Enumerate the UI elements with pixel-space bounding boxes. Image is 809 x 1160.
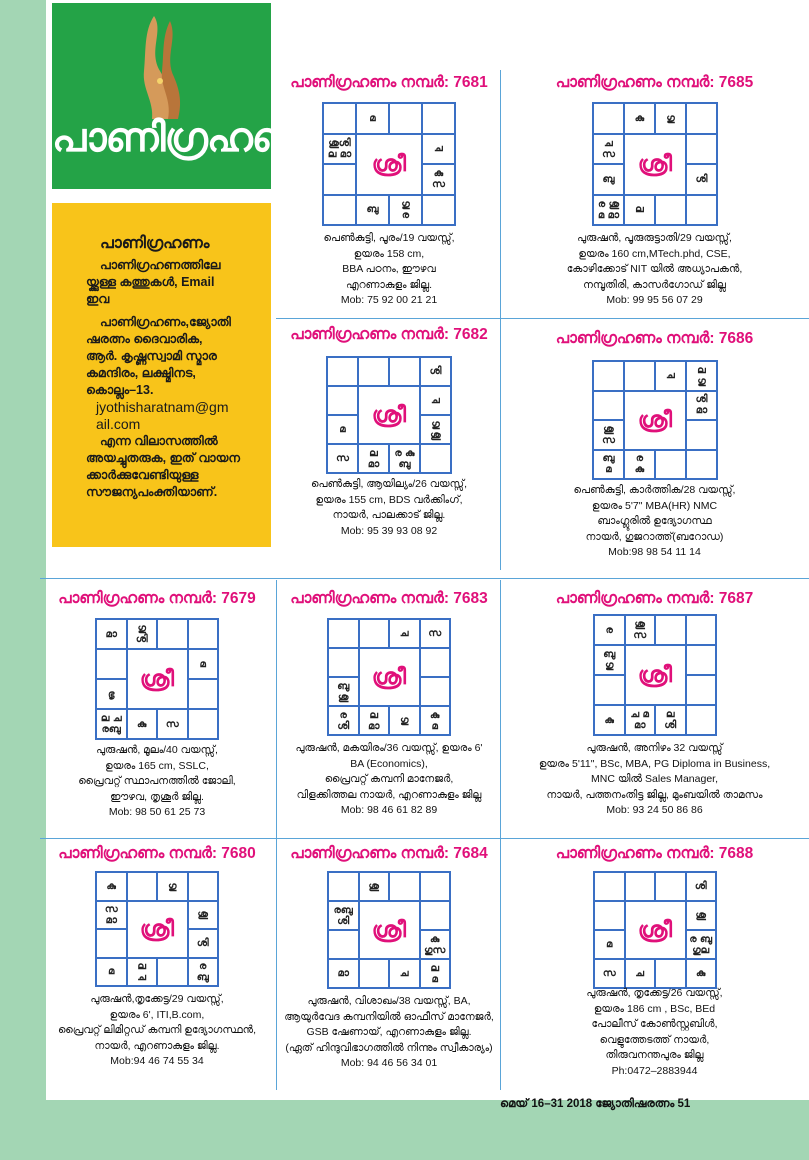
- profile-detail-line: നായർ, പത്തനംതിട്ട ജില്ല, മുംബയിൽ താമസം: [546, 788, 763, 801]
- chart-cell: [655, 450, 686, 480]
- profile-detail-line: പുരുഷൻ, മകയിരം/36 വയസ്സ്, ഉയരം 6': [295, 742, 483, 754]
- info-line: അയച്ചുതരുക, ഇത് വായന: [86, 451, 241, 465]
- chart-cell: [96, 649, 127, 679]
- page-title: പാണിഗ്രഹണം: [52, 115, 321, 161]
- chart-cell: മ: [96, 958, 127, 987]
- profile-detail-line: ഉയരം 5'11", BSc, MBA, PG Diploma in Business,: [538, 757, 771, 770]
- chart-cell: ര കു ബു: [389, 444, 420, 473]
- chart-cell: കു സ: [422, 164, 455, 195]
- chart-cell: [420, 444, 451, 473]
- info-line: കൊല്ലം–13.: [86, 383, 154, 397]
- chart-cell: ഗു ശി: [127, 619, 158, 649]
- chart-center-label: ശ്രീ: [625, 645, 686, 705]
- profile-detail-line: കോഴിക്കോട് NIT യിൽ അധ്യാപകൻ,: [566, 263, 743, 275]
- chart-cell: ശി: [686, 872, 717, 901]
- chart-cell: കു ഗുസ: [420, 930, 451, 959]
- profile-detail-line: പുരുഷൻ, വിശാഖം/38 വയസ്സ്, BA,: [307, 995, 471, 1007]
- horoscope-chart: [327, 618, 451, 736]
- profile-details: [278, 994, 500, 1072]
- chart-cell: [686, 675, 717, 705]
- chart-cell: [686, 705, 717, 735]
- info-line: ക്കാർക്കുവേണ്ടിയുള്ള: [86, 468, 199, 482]
- chart-cell: [422, 103, 455, 134]
- chart-cell: [359, 619, 390, 648]
- profile-contact: Mob: 93 24 50 86 86: [606, 804, 703, 816]
- chart-cell: ശി: [686, 164, 717, 195]
- chart-center-label: ശ്രീ: [624, 391, 686, 450]
- chart-center-label: ശ്രീ: [358, 386, 420, 444]
- chart-center-label: ശ്രീ: [356, 134, 422, 195]
- profile-detail-line: MNC യിൽ Sales Manager,: [591, 773, 718, 785]
- chart-cell: [594, 901, 625, 930]
- profile-detail-line: പുരുഷൻ, അനിഴം 32 വയസ്സ്: [586, 742, 723, 754]
- profile-card: [40, 590, 274, 840]
- profile-detail-line: ഉയരം 165 cm, SSLC,: [105, 759, 209, 772]
- profile-detail-line: വിളക്കിത്തല നായർ, എറണാകുളം ജില്ല: [296, 788, 482, 801]
- profile-number: പാണിഗ്രഹണം നമ്പർ: 7681: [290, 74, 488, 91]
- chart-cell: ല: [624, 195, 655, 226]
- info-line: സൗജന്യപംക്തിയാണ്.: [86, 485, 218, 499]
- profile-detail-line: ഉയരം 158 cm,: [353, 247, 425, 260]
- chart-cell: ച: [655, 361, 686, 391]
- profile-detail-line: നമ്പൂതിരി, കാസർഗോഡ് ജില്ല: [583, 278, 726, 291]
- chart-cell: ഗു ശു: [420, 415, 451, 444]
- chart-cell: ഗു ര: [389, 195, 422, 226]
- chart-cell: [359, 959, 390, 988]
- horoscope-chart: [593, 614, 717, 736]
- profile-detail-line: പോലീസ് കോൺസ്റ്റബിൾ,: [591, 1018, 718, 1030]
- chart-cell: ല മ: [420, 959, 451, 988]
- chart-cell: [420, 677, 451, 706]
- profile-detail-line: വെളുത്തേടത്ത് നായർ,: [599, 1033, 710, 1046]
- chart-cell: ശു സ: [593, 420, 624, 450]
- horoscope-chart: [322, 102, 456, 226]
- chart-cell: ല ശി: [655, 705, 686, 735]
- profile-detail-line: നായർ, എറണാകുളം ജില്ല.: [94, 1039, 220, 1052]
- chart-cell: [420, 648, 451, 677]
- info-line: ആർ. കൃഷ്ണസ്വാമി സ്മാര: [86, 349, 217, 363]
- chart-cell: [127, 872, 158, 901]
- horoscope-chart: [326, 356, 452, 474]
- divider: [276, 580, 277, 1090]
- profile-number: പാണിഗ്രഹണം നമ്പർ: 7684: [290, 845, 488, 862]
- profile-detail-line: പുരുഷൻ, പൂരുരുട്ടാതി/29 വയസ്സ്,: [577, 232, 732, 244]
- chart-center-label: ശ്രീ: [359, 648, 420, 706]
- chart-cell: സ: [157, 709, 188, 739]
- profile-number: പാണിഗ്രഹണം നമ്പർ: 7680: [58, 845, 256, 862]
- chart-cell: [655, 195, 686, 226]
- profile-contact: Mob: 95 39 93 08 92: [340, 524, 438, 537]
- profile-detail-line: BA (Economics),: [350, 757, 428, 770]
- profile-number: പാണിഗ്രഹണം നമ്പർ: 7682: [290, 326, 488, 343]
- chart-cell: ച സ: [593, 134, 624, 165]
- chart-cell: മ: [188, 649, 219, 679]
- profile-number: പാണിഗ്രഹണം നമ്പർ: 7685: [555, 74, 754, 91]
- chart-cell: [188, 872, 219, 901]
- chart-cell: ശി: [420, 357, 451, 386]
- info-line: ഇവ: [86, 292, 110, 306]
- profile-detail-line: നായർ, പാലക്കാട് ജില്ല.: [332, 509, 446, 521]
- chart-cell: ര ബു ഗുല: [686, 930, 717, 959]
- chart-cell: [420, 872, 451, 901]
- profile-details: [40, 743, 274, 821]
- chart-cell: ച: [389, 959, 420, 988]
- profile-number: പാണിഗ്രഹണം നമ്പർ: 7683: [290, 590, 488, 607]
- chart-cell: ര ശി: [328, 706, 359, 735]
- profile-detail-line: തിരുവനന്തപുരം ജില്ല: [605, 1049, 704, 1061]
- chart-cell: ശു സ: [625, 615, 656, 645]
- chart-cell: ല മാ: [358, 444, 389, 473]
- divider: [500, 70, 501, 570]
- header-banner: [52, 3, 321, 189]
- profile-details: [502, 231, 807, 309]
- chart-cell: [655, 615, 686, 645]
- profile-detail-line: പെൺകുട്ടി, ആയില്യം/26 വയസ്സ്,: [311, 478, 467, 490]
- profile-card: [502, 330, 807, 580]
- profile-detail-line: പെൺകുട്ടി, കാർത്തിക/28 വയസ്സ്,: [573, 484, 736, 496]
- chart-cell: [686, 134, 717, 165]
- chart-cell: ച: [422, 134, 455, 165]
- chart-cell: [655, 872, 686, 901]
- profile-detail-line: പ്രൈവറ്റ് കമ്പനി മാനേജർ,: [324, 773, 454, 785]
- profile-detail-line: എറണാകുളം ജില്ല.: [345, 278, 433, 291]
- chart-cell: ല ച: [127, 958, 158, 987]
- profile-contact: Ph:0472–2883944: [611, 1064, 698, 1077]
- chart-cell: കു: [594, 705, 625, 735]
- horoscope-chart: [592, 360, 718, 480]
- info-line: ഷരത്നം ദൈവാരിക,: [86, 332, 203, 346]
- chart-cell: [686, 103, 717, 134]
- chart-cell: [327, 386, 358, 415]
- info-line: യ്ക്കുള്ള കത്തുകൾ, Email: [86, 275, 215, 289]
- chart-cell: സ: [327, 444, 358, 473]
- chart-cell: [188, 709, 219, 739]
- info-line: കമന്ദിരം, ലക്ഷ്മിനട,: [86, 366, 196, 380]
- profile-details: [278, 477, 500, 539]
- profile-number: പാണിഗ്രഹണം നമ്പർ: 7679: [58, 590, 256, 607]
- profile-detail-line: ആയുർവേദ കമ്പനിയിൽ ഓഫീസ് മാനേജർ,: [284, 1010, 494, 1023]
- chart-cell: [686, 645, 717, 675]
- chart-cell: [624, 361, 655, 391]
- profile-details: [40, 992, 274, 1070]
- chart-cell: ച: [420, 386, 451, 415]
- profile-detail-line: (ഏത് ഹിന്ദുവിഭാഗത്തിൽ നിന്നും സ്വീകാര്യം): [285, 1041, 493, 1054]
- chart-cell: [358, 357, 389, 386]
- chart-cell: [593, 361, 624, 391]
- chart-cell: [328, 648, 359, 677]
- profile-detail-line: BBA പഠനം, ഈഴവ: [342, 263, 436, 275]
- chart-cell: മ: [327, 415, 358, 444]
- chart-cell: [655, 959, 686, 988]
- chart-cell: [420, 901, 451, 930]
- chart-cell: ച: [389, 619, 420, 648]
- horoscope-chart: [593, 871, 717, 989]
- chart-cell: [328, 930, 359, 959]
- chart-cell: ഗു: [655, 103, 686, 134]
- profile-contact: Mob: 98 50 61 25 73: [108, 806, 206, 818]
- horoscope-chart: [95, 618, 219, 740]
- profile-number: പാണിഗ്രഹണം നമ്പർ: 7686: [555, 330, 754, 347]
- chart-cell: സ: [594, 959, 625, 988]
- info-title: പാണിഗ്രഹണം: [100, 235, 210, 252]
- chart-cell: ഗു: [157, 872, 188, 901]
- chart-cell: കു: [127, 709, 158, 739]
- page-footer: മെയ് 16–31 2018 ജ്യോതിഷരത്നം 51: [500, 1098, 691, 1110]
- chart-cell: ര കു: [624, 450, 655, 480]
- profile-number: പാണിഗ്രഹണം നമ്പർ: 7688: [555, 845, 754, 862]
- profile-contact: Mob: 75 92 00 21 21: [340, 294, 438, 306]
- info-email: ail.com: [96, 416, 141, 432]
- chart-cell: കു: [96, 872, 127, 901]
- chart-cell: [686, 615, 717, 645]
- chart-cell: ച: [625, 959, 656, 988]
- chart-cell: [323, 164, 356, 195]
- chart-cell: ബു: [593, 164, 624, 195]
- chart-cell: ല ച രബു: [96, 709, 127, 739]
- chart-cell: [188, 619, 219, 649]
- profile-contact: Mob:98 98 54 11 14: [608, 546, 701, 558]
- profile-detail-line: ബാംഗ്ലൂരിൽ ഉദ്യോഗസ്ഥ: [597, 515, 712, 527]
- chart-cell: [327, 357, 358, 386]
- profile-detail-line: പ്രൈവറ്റ് ലിമിറ്റഡ് കമ്പനി ഉദ്യോഗസ്ഥൻ,: [58, 1024, 256, 1036]
- chart-cell: ശുശി ല മാ: [323, 134, 356, 165]
- chart-cell: ശി മാ: [686, 391, 717, 421]
- chart-cell: [422, 195, 455, 226]
- profile-detail-line: പെൺകുട്ടി, പൂരം/19 വയസ്സ്,: [323, 232, 455, 244]
- profile-detail-line: GSB ഷേണായ്, എറണാകുളം ജില്ല.: [306, 1026, 472, 1038]
- profile-contact: Mob:94 46 74 55 34: [110, 1055, 204, 1067]
- profile-card: [502, 74, 807, 324]
- profile-card: [278, 845, 500, 1095]
- chart-cell: ച മ മാ: [625, 705, 656, 735]
- chart-cell: കു: [624, 103, 655, 134]
- chart-cell: [323, 103, 356, 134]
- chart-cell: ബു മ: [593, 450, 624, 480]
- profile-detail-line: പുരുഷൻ, മൂലം/40 വയസ്സ്,: [96, 744, 218, 756]
- chart-cell: [686, 420, 717, 450]
- info-email: jyothisharatnam@gm: [96, 399, 229, 415]
- chart-center-label: ശ്രീ: [625, 901, 686, 959]
- profile-detail-line: ഉയരം 5'7" MBA(HR) NMC: [591, 499, 718, 512]
- chart-cell: രബു ശി: [328, 901, 359, 930]
- chart-cell: [328, 619, 359, 648]
- chart-cell: [594, 675, 625, 705]
- chart-cell: [323, 195, 356, 226]
- chart-cell: സ: [420, 619, 451, 648]
- profile-details: [278, 741, 500, 819]
- chart-cell: [328, 872, 359, 901]
- info-line: പാണിഗ്രഹണത്തിലേ: [100, 258, 221, 272]
- chart-cell: [593, 391, 624, 421]
- chart-center-label: ശ്രീ: [359, 901, 420, 959]
- chart-cell: ല മാ: [359, 706, 390, 735]
- chart-cell: ല ഗു: [686, 361, 717, 391]
- chart-cell: ബു: [356, 195, 389, 226]
- horoscope-chart: [592, 102, 718, 226]
- profile-details: [502, 986, 807, 1079]
- info-box: [52, 203, 271, 547]
- profile-card: [278, 326, 500, 576]
- profile-contact: Mob: 99 95 56 07 29: [606, 294, 703, 306]
- chart-cell: [594, 872, 625, 901]
- info-line: എന്ന വിലാസത്തിൽ: [100, 434, 218, 448]
- profile-card: [502, 590, 807, 840]
- profile-detail-line: ഉയരം 6', ITI,B.com,: [109, 1008, 205, 1021]
- chart-cell: [389, 872, 420, 901]
- chart-cell: ബു ഗു: [594, 645, 625, 675]
- profile-detail-line: ഉയരം 186 cm , BSc, BEd: [593, 1002, 716, 1015]
- chart-cell: മ: [594, 930, 625, 959]
- profile-card: [278, 590, 500, 840]
- profile-detail-line: ഈഴവ, തൃശൂർ ജില്ല.: [110, 790, 204, 803]
- chart-center-label: ശ്രീ: [624, 134, 686, 195]
- chart-cell: ര ബു: [188, 958, 219, 987]
- chart-cell: ബു ശു: [328, 677, 359, 706]
- horoscope-chart: [95, 871, 219, 987]
- profile-details: [278, 231, 500, 309]
- chart-cell: [389, 357, 420, 386]
- chart-cell: ഗു: [389, 706, 420, 735]
- chart-cell: ര ശു മ മാ: [593, 195, 624, 226]
- chart-cell: [686, 450, 717, 480]
- chart-center-label: ശ്രീ: [127, 649, 188, 709]
- joined-hands-icon: [134, 11, 190, 121]
- chart-cell: മാ: [96, 619, 127, 649]
- chart-cell: [625, 872, 656, 901]
- chart-cell: [593, 103, 624, 134]
- info-line: പാണിഗ്രഹണം,ജ്യോതി: [100, 315, 231, 329]
- profile-contact: Mob: 94 46 56 34 01: [340, 1057, 438, 1069]
- profile-detail-line: നായർ, ഗുജറാത്ത്(ബറോഡ): [585, 530, 724, 543]
- chart-cell: [686, 195, 717, 226]
- chart-cell: കു: [686, 959, 717, 988]
- profile-number: പാണിഗ്രഹണം നമ്പർ: 7687: [555, 590, 754, 607]
- chart-cell: മ: [356, 103, 389, 134]
- chart-cell: ശു: [686, 901, 717, 930]
- chart-cell: മാ: [328, 959, 359, 988]
- profile-card: [40, 845, 274, 1095]
- chart-cell: സ മാ: [96, 901, 127, 930]
- chart-cell: [389, 103, 422, 134]
- profile-detail-line: പുരുഷൻ,തൃക്കേട്ട/29 വയസ്സ്,: [90, 993, 224, 1005]
- chart-cell: ര: [594, 615, 625, 645]
- chart-cell: കു മ: [420, 706, 451, 735]
- profile-card: [502, 845, 807, 1095]
- chart-cell: [157, 619, 188, 649]
- chart-cell: ഭൃ: [96, 679, 127, 709]
- chart-cell: ശു: [359, 872, 390, 901]
- chart-cell: [157, 958, 188, 987]
- profile-detail-line: പ്രൈവറ്റ് സ്ഥാപനത്തിൽ ജോലി,: [78, 775, 236, 787]
- chart-cell: ശി: [188, 929, 219, 958]
- profile-contact: Mob: 98 46 61 82 89: [340, 804, 438, 816]
- profile-details: [502, 741, 807, 819]
- divider: [500, 580, 501, 1090]
- horoscope-chart: [327, 871, 451, 989]
- profile-card: [278, 74, 500, 324]
- profile-detail-line: പുരുഷൻ, തൃക്കേട്ട/26 വയസ്സ്,: [586, 987, 723, 999]
- profile-detail-line: ഉയരം 155 cm, BDS വർക്കിംഗ്,: [315, 493, 463, 506]
- chart-cell: [188, 679, 219, 709]
- chart-center-label: ശ്രീ: [127, 901, 188, 958]
- chart-cell: ശു: [188, 901, 219, 930]
- profile-detail-line: ഉയരം 160 cm,MTech.phd, CSE,: [578, 247, 731, 260]
- profile-details: [502, 483, 807, 561]
- chart-cell: [96, 929, 127, 958]
